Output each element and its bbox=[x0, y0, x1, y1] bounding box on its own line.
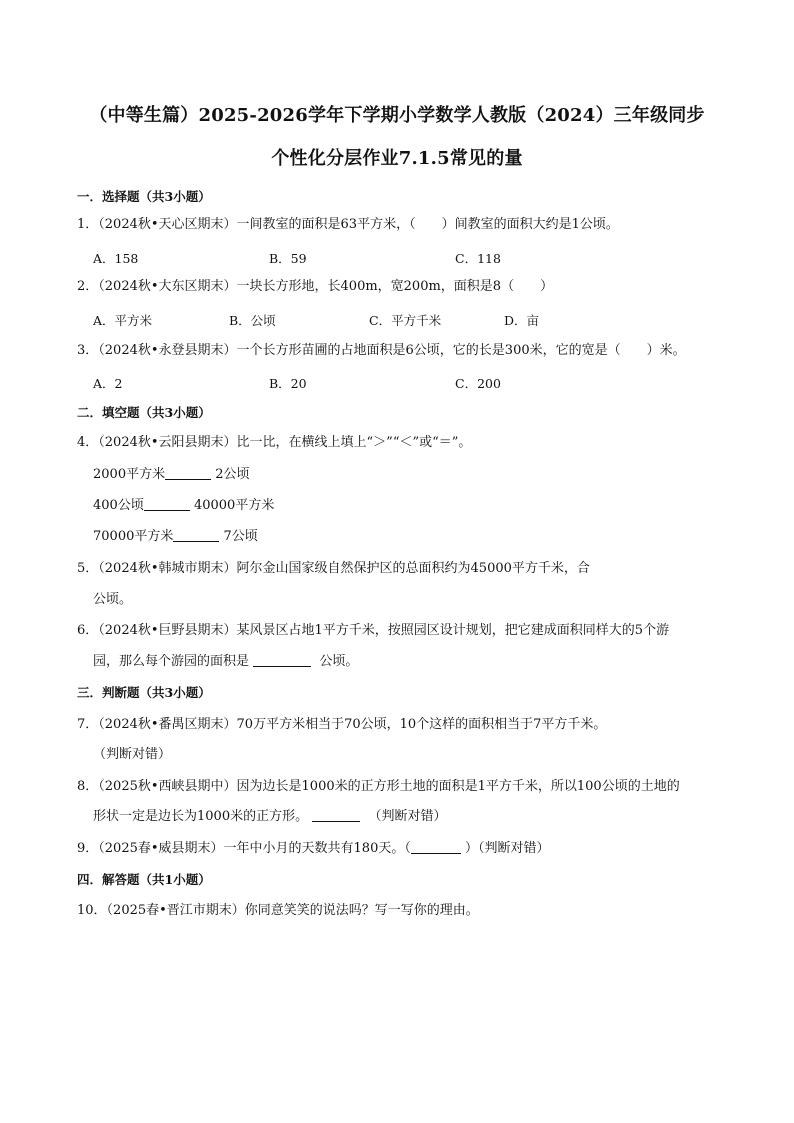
section-heading-answer: 四．解答题（共1小题） bbox=[77, 872, 211, 887]
question-6-line-2: 园，那么每个游园的面积是 公顷。 bbox=[93, 654, 359, 669]
question-2-text: 2．（2024秋•大东区期末）一块长方形地，长400m，宽200m，面积是8（ ） bbox=[77, 279, 554, 294]
question-1-text: 1．（2024秋•天心区期末）一间教室的面积是63平方米，（ ）间教室的面积大约是1公顷。 bbox=[77, 217, 619, 232]
option-c: C．118 bbox=[455, 251, 501, 266]
compare-item-1: 2000平方米 2公顷 bbox=[93, 467, 250, 482]
option-b: B．59 bbox=[269, 251, 307, 266]
question-8-line-2: 形状一定是边长为1000米的正方形。 （判断对错） bbox=[93, 809, 447, 824]
question-3-text: 3．（2024秋•永登县期末）一个长方形苗圃的占地面积是6公顷，它的长是300米，它的宽是（ ）米。 bbox=[77, 343, 686, 358]
option-a: A．2 bbox=[93, 376, 123, 391]
section-heading-choice: 一．选择题（共3小题） bbox=[77, 189, 211, 204]
answer-blank[interactable] bbox=[173, 529, 219, 542]
question-5-line-1: 5．（2024秋•韩城市期末）阿尔金山国家级自然保护区的总面积约为45000平方千米，合 bbox=[77, 561, 590, 576]
document-title-line-2: 个性化分层作业7.1.5常见的量 bbox=[271, 148, 523, 169]
compare-item-3: 70000平方米 7公顷 bbox=[93, 529, 258, 544]
section-heading-judge: 三．判断题（共3小题） bbox=[77, 685, 211, 700]
option-c: C．平方千米 bbox=[369, 313, 442, 328]
answer-blank[interactable] bbox=[165, 467, 211, 480]
document-title-line-1: （中等生篇）2025-2026学年下学期小学数学人教版（2024）三年级同步 bbox=[89, 105, 705, 126]
section-heading-fill: 二．填空题（共3小题） bbox=[77, 405, 211, 420]
question-1-options bbox=[93, 249, 501, 267]
compare-item-2: 400公顷 40000平方米 bbox=[93, 498, 275, 513]
option-c: C．200 bbox=[455, 376, 501, 391]
question-9-text: 9．（2025春•威县期末）一年中小月的天数共有180天。（ ）（判断对错） bbox=[77, 841, 550, 856]
option-b: B．20 bbox=[269, 376, 307, 391]
answer-blank[interactable] bbox=[312, 809, 360, 822]
question-7-line-1: 7．（2024秋•番禺区期末）70万平方米相当于70公顷，10个这样的面积相当于7平方千米。 bbox=[77, 717, 607, 732]
answer-blank[interactable] bbox=[411, 841, 461, 854]
option-a: A．158 bbox=[93, 251, 139, 266]
option-d: D．亩 bbox=[504, 313, 540, 328]
question-6-line-1: 6．（2024秋•巨野县期末）某风景区占地1平方千米，按照园区设计规划，把它建成面积同样大的5个游 bbox=[77, 623, 670, 638]
question-10-text: 10．（2025春•晋江市期末）你同意笑笑的说法吗？写一写你的理由。 bbox=[77, 903, 479, 918]
option-a: A．平方米 bbox=[93, 313, 153, 328]
question-7-line-2: （判断对错） bbox=[93, 747, 172, 762]
answer-blank[interactable] bbox=[144, 498, 190, 511]
answer-blank[interactable] bbox=[253, 654, 311, 667]
question-2-options bbox=[93, 311, 539, 329]
option-b: B．公顷 bbox=[229, 313, 276, 328]
question-3-options bbox=[93, 374, 501, 392]
question-8-line-1: 8．（2025秋•西峡县期中）因为边长是1000米的正方形土地的面积是1平方千米，所以100公顷的土地的 bbox=[77, 779, 680, 794]
question-4-text: 4．（2024秋•云阳县期末）比一比，在横线上填上“＞”“＜”或“＝”。 bbox=[77, 435, 472, 450]
question-5-line-2: 公顷。 bbox=[93, 592, 133, 607]
